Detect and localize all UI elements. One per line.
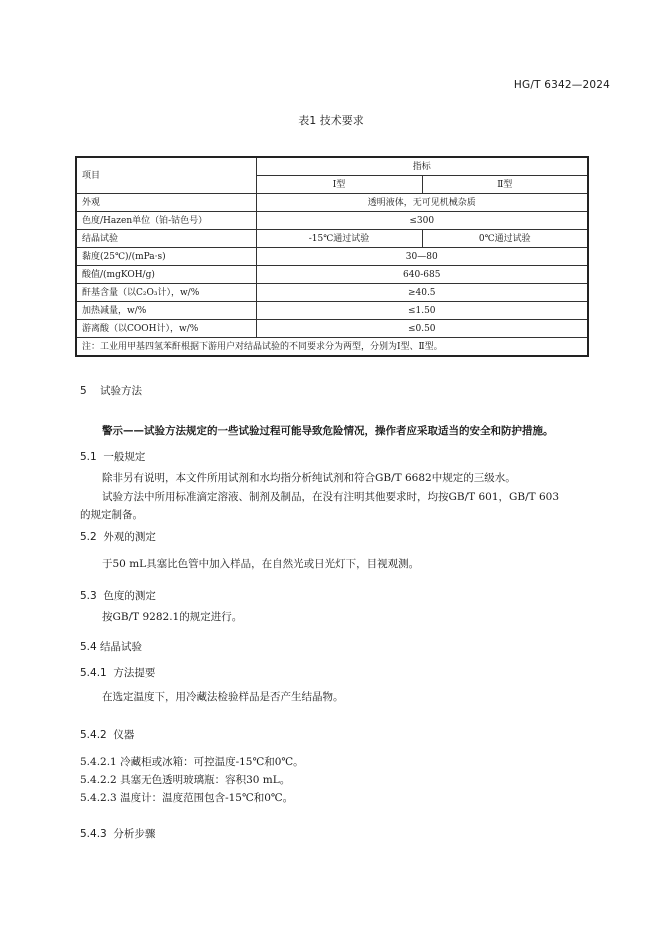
row-value: 透明液体，无可见机械杂质 [256,194,588,212]
table-row [76,248,588,266]
table-note-row [76,338,588,357]
row-value: ≤1.50 [256,302,588,320]
table-row [76,266,588,284]
section-5-1-heading [80,449,145,464]
paragraph: 在选定温度下，用冷藏法检验样品是否产生结晶物。 [102,691,344,703]
section-title: 一般规定 [103,451,146,463]
paragraph: 除非另有说明，本文件所用试剂和水均指分析纯试剂和符合GB/T 6682中规定的三级水。 [102,472,516,484]
table-header-row [76,157,588,176]
row-item: 游离酸（以COOH计），w/% [76,320,256,338]
row-item: 加热减量，w/% [76,302,256,320]
list-item: 5.4.2.1 冷藏柜或冰箱：可控温度-15℃和0℃。 [80,756,304,768]
table-row [76,302,588,320]
table-row [76,230,588,248]
section-title: 分析步骤 [113,828,156,840]
section-5-4-heading [80,639,142,654]
row-value: ≤300 [256,212,588,230]
row-value: 640-685 [256,266,588,284]
table-row [76,212,588,230]
table-row [76,194,588,212]
section-number: 5.2 [80,531,97,543]
row-item: 酐基含量（以C₂O₃计），w/% [76,284,256,302]
document-code: HG/T 6342—2024 [513,79,610,91]
row-item: 酸值/(mgKOH/g) [76,266,256,284]
list-item: 5.4.2.3 温度计：温度范围包含-15℃和0℃。 [80,792,294,804]
column-header-item: 项目 [76,157,256,194]
paragraph-continuation: 的规定制备。 [80,509,143,521]
section-number: 5.4.2 [80,729,107,741]
row-item: 黏度(25℃)/(mPa·s) [76,248,256,266]
row-value-type2: 0℃通过试验 [422,230,588,248]
paragraph: 按GB/T 9282.1的规定进行。 [102,611,243,623]
section-title: 外观的测定 [103,531,156,543]
section-5-4-2-heading [80,727,134,742]
section-number: 5.4 [80,641,97,653]
section-number: 5.3 [80,590,97,602]
table-row [76,284,588,302]
row-value: ≤0.50 [256,320,588,338]
section-5-2-heading [80,529,156,544]
column-header-index: 指标 [256,157,588,176]
section-5-heading [80,383,142,398]
column-header-type1: Ⅰ型 [256,176,422,194]
warning-paragraph: 警示——试验方法规定的一些试验过程可能导致危险情况，操作者应采取适当的安全和防护措施。 [102,425,554,437]
table-title: 表1 技术要求 [298,114,364,127]
section-number: 5.4.3 [80,828,107,840]
row-item: 外观 [76,194,256,212]
table-row [76,320,588,338]
technical-requirements-table [75,156,589,357]
section-title: 试验方法 [100,385,143,397]
section-number: 5.4.1 [80,667,107,679]
row-item: 色度/Hazen单位（铂-钴色号） [76,212,256,230]
section-number: 5 [80,385,87,397]
section-title: 仪器 [113,729,135,741]
row-value-type1: -15℃通过试验 [256,230,422,248]
paragraph: 试验方法中所用标准滴定溶液、制剂及制品，在没有注明其他要求时，均按GB/T 601，GB/T 603 [102,491,560,503]
list-item: 5.4.2.2 具塞无色透明玻璃瓶：容积30 mL。 [80,774,291,786]
table-note: 注：工业用甲基四氢苯酐根据下游用户对结晶试验的不同要求分为两型，分别为Ⅰ型、Ⅱ型。 [76,338,588,357]
row-item: 结晶试验 [76,230,256,248]
section-title: 色度的测定 [103,590,156,602]
section-title: 结晶试验 [100,641,143,653]
section-5-3-heading [80,588,156,603]
section-5-4-1-heading [80,665,155,680]
section-title: 方法提要 [113,667,156,679]
row-value: 30—80 [256,248,588,266]
column-header-type2: Ⅱ型 [422,176,588,194]
section-number: 5.1 [80,451,97,463]
paragraph: 于50 mL具塞比色管中加入样品，在自然光或日光灯下，目视观测。 [102,558,420,570]
row-value: ≥40.5 [256,284,588,302]
section-5-4-3-heading [80,826,155,841]
